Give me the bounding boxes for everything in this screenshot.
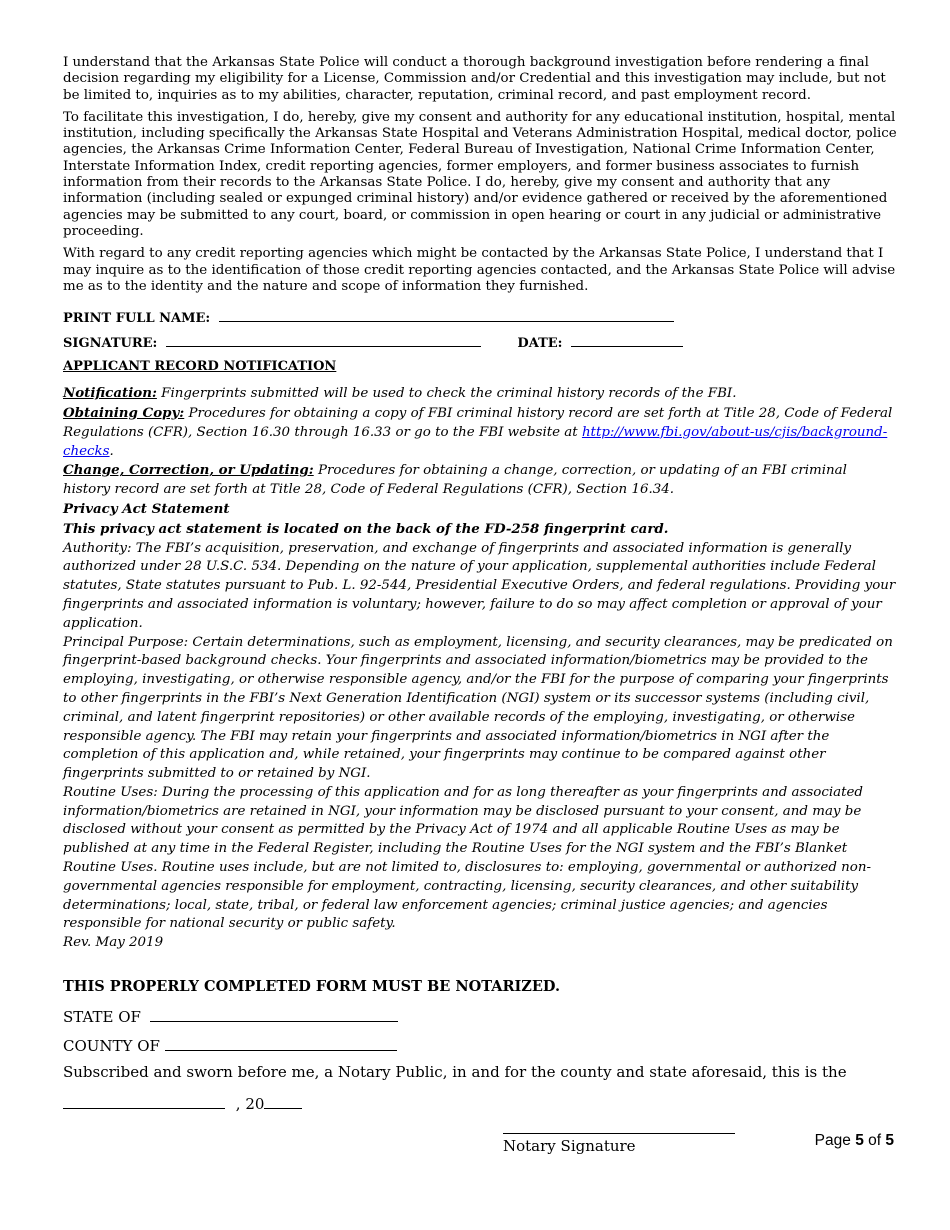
consent-paragraph-2: To facilitate this investigation, I do, hereby, give my consent and authority for any educational institution, hospital, mental institution, including specifically the Arkansas State Hospital and Veterans Administration Hospital, medical doctor, police agencies, the Arkansas Crime Information Center, Federal Bureau of Investigation, National Crime Information Center, Interstate Information Index, credit reporting agencies, former employers, and former business associates to furnish information from their records to the Arkansas State Police. I do, hereby, give my consent and authority that any information (including sealed or expunged criminal history) and/or evidence gathered or received by the aforementioned agencies may be submitted to any court, board, or commission in open hearing or court in any judicial or administrative proceeding. bbox=[63, 109, 897, 239]
county-line[interactable] bbox=[165, 1034, 397, 1051]
applicant-record-heading: APPLICANT RECORD NOTIFICATION bbox=[63, 359, 337, 375]
date-label: DATE: bbox=[517, 336, 563, 352]
notarize-heading: THIS PROPERLY COMPLETED FORM MUST BE NOTARIZED. bbox=[63, 978, 561, 996]
county-row bbox=[63, 1034, 898, 1056]
privacy-act-title bbox=[63, 500, 898, 520]
signature-row bbox=[63, 330, 898, 355]
signature-line[interactable] bbox=[166, 330, 481, 347]
day-month-line[interactable] bbox=[63, 1092, 225, 1109]
obtaining-copy-item bbox=[63, 404, 898, 461]
document-page bbox=[63, 55, 898, 1155]
current-page: 5 bbox=[855, 1132, 864, 1149]
change-correction-text: Procedures for obtaining a change, correction, or updating of an FBI criminal history record are set forth at Title 28, Code of Federal Regulations (CFR), Section 16.34. bbox=[63, 463, 847, 498]
page-number bbox=[815, 1132, 894, 1150]
year-line[interactable] bbox=[264, 1092, 302, 1109]
notary-signature-caption: Notary Signature bbox=[503, 1137, 636, 1156]
notary-signature-line[interactable] bbox=[503, 1117, 735, 1134]
state-line[interactable] bbox=[150, 1005, 398, 1022]
principal-purpose-paragraph: Principal Purpose: Certain determinations, such as employment, licensing, and security clearances, may be predicated on fingerprint-based background checks. Your fingerprints and associated information/biometrics may be provided to the employing, investigating, or otherwise responsible agency, and/or the FBI for the purpose of comparing your fingerprints to other fingerprints in the FBI’s Next Generation Identification (NGI) system or its successor systems (including civil, criminal, and latent fingerprint repositories) or other available records of the employing, investigating, or otherwise responsible agency. The FBI may retain your fingerprints and associated information/biometrics in NGI after the completion of this application and, while retained, your fingerprints may continue to be compared against other fingerprints submitted to or retained by NGI. bbox=[63, 634, 893, 782]
date-year-row bbox=[63, 1092, 898, 1114]
privacy-act-title-text: Privacy Act Statement bbox=[63, 500, 230, 517]
routine-uses-paragraph: Routine Uses: During the processing of this application and for as long thereafter as your fingerprints and associated information/biometrics are retained in NGI, your information may be disclosed pursuant to your consent, and may be disclosed without your consent as permitted by the Privacy Act of 1974 and all applicable Routine Uses as may be published at any time in the Federal Register, including the Routine Uses for the NGI system and the FBI’s Blanket Routine Uses. Routine uses include, but are not limited to, disclosures to: employing, governmental or authorized non-governmental agencies responsible for employment, contracting, licensing, security clearances, and other suitability determinations; local, state, tribal, or federal law enforcement agencies; criminal justice agencies; and agencies responsible for national security or public safety. bbox=[63, 784, 872, 932]
notification-text: Fingerprints submitted will be used to check the criminal history records of the FBI. bbox=[156, 386, 737, 402]
consent-paragraph-3: With regard to any credit reporting agencies which might be contacted by the Arkansas State Police, I understand that I may inquire as to the identification of those credit reporting agencies contacted, and the Arkansas State Police will advise me as to the identity and the nature and scope of information they furnished. bbox=[63, 246, 896, 294]
total-pages: 5 bbox=[885, 1132, 894, 1149]
signature-label: SIGNATURE: bbox=[63, 336, 158, 352]
privacy-act-location-text: This privacy act statement is located on the back of the FD-258 fingerprint card. bbox=[63, 520, 669, 537]
obtaining-copy-text: Procedures for obtaining a copy of FBI criminal history record are set forth at Title 28, Code of Federal Regulations (CFR), Section 16.30 through 16.33 or go to the FBI website at bbox=[63, 405, 893, 440]
print-name-row bbox=[63, 305, 898, 330]
date-line[interactable] bbox=[571, 330, 683, 347]
notification-item bbox=[63, 384, 898, 404]
print-name-label: PRINT FULL NAME: bbox=[63, 311, 211, 327]
privacy-act-location bbox=[63, 520, 898, 540]
consent-paragraph-1: I understand that the Arkansas State Police will conduct a thorough background investigation before rendering a final decision regarding my eligibility for a License, Commission and/or Credential and this investigation may include, but not be limited to, inquiries as to my abilities, character, reputation, criminal record, and past employment record. bbox=[63, 55, 886, 103]
fbi-link-part2[interactable]: checks bbox=[63, 443, 110, 459]
fbi-link-part1[interactable]: http://www.fbi.gov/about-us/cjis/background- bbox=[581, 424, 888, 440]
year-prefix: , 20 bbox=[235, 1095, 265, 1114]
sworn-statement: Subscribed and sworn before me, a Notary Public, in and for the county and state aforesaid, this is the bbox=[63, 1063, 847, 1082]
state-label: STATE OF bbox=[63, 1008, 141, 1027]
of-word: of bbox=[868, 1132, 882, 1149]
state-row bbox=[63, 1005, 898, 1027]
change-correction-label: Change, Correction, or Updating: bbox=[63, 462, 314, 479]
change-correction-item bbox=[63, 461, 898, 500]
page-word: Page bbox=[814, 1132, 851, 1149]
revision-date: Rev. May 2019 bbox=[63, 935, 164, 951]
obtaining-copy-end: . bbox=[109, 443, 114, 459]
print-name-line[interactable] bbox=[219, 305, 674, 322]
county-label: COUNTY OF bbox=[63, 1037, 160, 1056]
notification-label: Notification: bbox=[63, 385, 157, 402]
obtaining-copy-label: Obtaining Copy: bbox=[63, 404, 185, 421]
authority-paragraph: Authority: The FBI’s acquisition, preservation, and exchange of fingerprints and associated information is generally authorized under 28 U.S.C. 534. Depending on the nature of your application, supplemental authorities include Federal statutes, State statutes pursuant to Pub. L. 92-544, Presidential Executive Orders, and federal regulations. Providing your fingerprints and associated information is voluntary; however, failure to do so may affect completion or approval of your application. bbox=[63, 540, 896, 631]
